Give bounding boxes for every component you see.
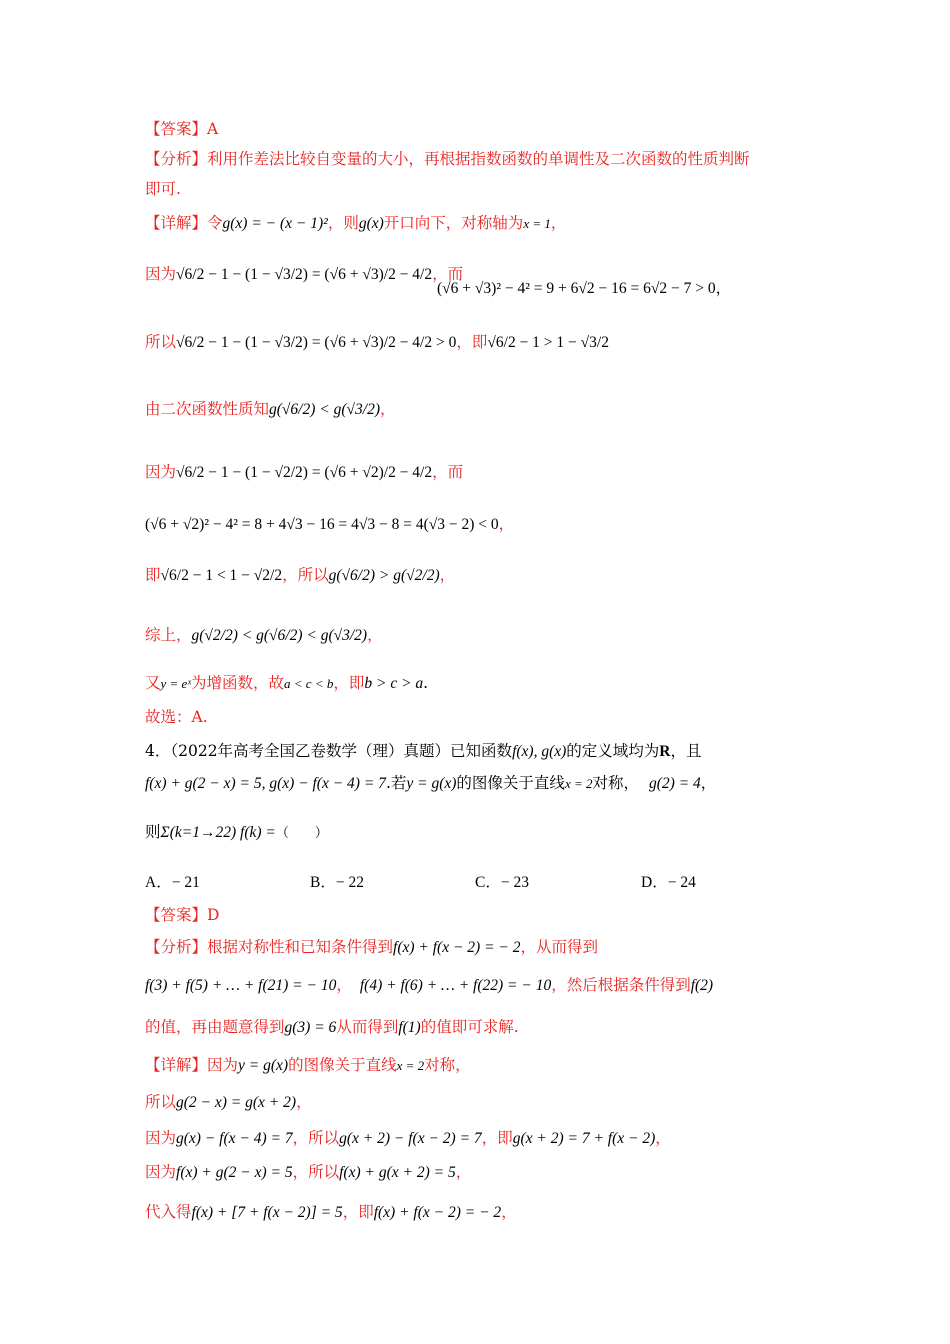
analysis-line-2: 即可. bbox=[145, 180, 181, 198]
question-4-line-2: f(x) + g(2 − x) = 5, g(x) − f(x − 4) = 7.若y = g(x)的图像关于直线x = 2对称， g(2) = 4， bbox=[145, 774, 717, 792]
option-c[interactable]: C．− 23 bbox=[475, 874, 529, 891]
analysis-4-line-1: 【分析】根据对称性和已知条件得到f(x) + f(x − 2) = − 2，从而得到 bbox=[145, 938, 599, 956]
detail-line-3: 所以√6/2 − 1 − (1 − √3/2) = (√6 + √3)/2 − 4/2 > 0，即√6/2 − 1 > 1 − √3/2 bbox=[145, 333, 609, 351]
detail-4-line-3: 因为g(x) − f(x − 4) = 7，所以g(x + 2) − f(x − 2) = 7，即g(x + 2) = 7 + f(x − 2)， bbox=[145, 1129, 671, 1147]
analysis-4-line-2: f(3) + f(5) + … + f(21) = − 10， f(4) + f(6) + … + f(22) = − 10，然后根据条件得到f(2) bbox=[145, 976, 714, 994]
detail-line-9: 又y = eˣ为增函数，故a < c < b，即b > c > a. bbox=[145, 674, 429, 692]
detail-4-line-5: 代入得f(x) + [7 + f(x − 2)] = 5，即f(x) + f(x − 2) = − 2， bbox=[145, 1203, 517, 1221]
detail-line-1: 【详解】令g(x) = − (x − 1)²，则g(x)开口向下，对称轴为x = 1， bbox=[145, 214, 567, 232]
detail-line-8: 综上，g(√2/2) < g(√6/2) < g(√3/2)， bbox=[145, 626, 383, 644]
detail-4-line-2: 所以g(2 − x) = g(x + 2)， bbox=[145, 1093, 312, 1111]
option-a[interactable]: A．− 21 bbox=[145, 874, 200, 891]
answer-4-line: 【答案】D bbox=[145, 906, 220, 924]
detail-line-6: (√6 + √2)² − 4² = 8 + 4√3 − 16 = 4√3 − 8 = 4(√3 − 2) < 0， bbox=[145, 515, 515, 533]
question-4-line-3: 则Σ(k=1→22) f(k) =（ ） bbox=[145, 823, 328, 841]
analysis-line: 【分析】利用作差法比较自变量的大小，再根据指数函数的单调性及二次函数的性质判断 bbox=[145, 150, 750, 168]
option-d[interactable]: D．− 24 bbox=[641, 874, 696, 891]
detail-line-4: 由二次函数性质知g(√6/2) < g(√3/2)， bbox=[145, 400, 396, 418]
detail-4-line-4: 因为f(x) + g(2 − x) = 5，所以f(x) + g(x + 2) = 5， bbox=[145, 1163, 472, 1181]
detail-4-line-1: 【详解】因为y = g(x)的图像关于直线x = 2对称， bbox=[145, 1056, 471, 1074]
option-b[interactable]: B．− 22 bbox=[310, 874, 364, 891]
detail-line-2-expr: (√6 + √3)² − 4² = 9 + 6√2 − 16 = 6√2 − 7 > 0， bbox=[437, 279, 732, 297]
question-4-line-1: 4．（2022年高考全国乙卷数学（理）真题）已知函数f(x), g(x)的定义域均为R，且 bbox=[145, 742, 702, 760]
analysis-4-line-3: 的值，再由题意得到g(3) = 6从而得到f(1)的值即可求解. bbox=[145, 1018, 519, 1036]
answer-line: 【答案】A bbox=[145, 120, 219, 138]
detail-line-7: 即√6/2 − 1 < 1 − √2/2，所以g(√6/2) > g(√2/2)， bbox=[145, 566, 456, 584]
choice-line: 故选：A. bbox=[145, 708, 208, 726]
detail-line-5: 因为√6/2 − 1 − (1 − √2/2) = (√6 + √2)/2 − 4/2，而 bbox=[145, 463, 464, 481]
detail-line-2: 因为√6/2 − 1 − (1 − √3/2) = (√6 + √3)/2 − 4/2，而 bbox=[145, 265, 464, 283]
